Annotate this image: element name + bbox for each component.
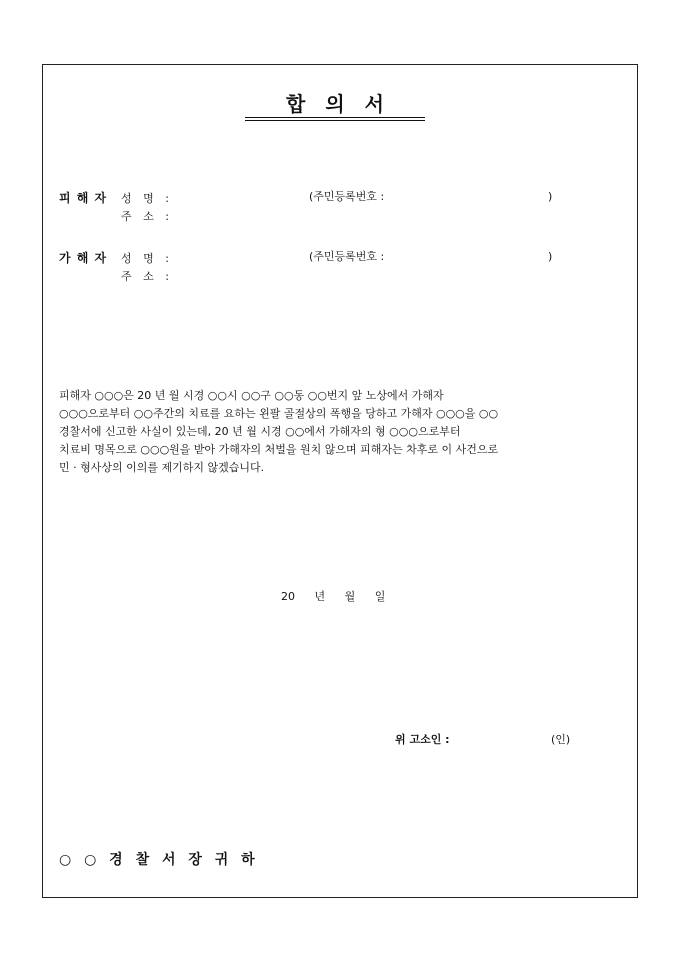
date-line: 20 년 월 일 (281, 590, 386, 603)
offender-role-label: 가 해 자 (59, 251, 107, 265)
agreement-body (59, 387, 625, 477)
title-underline-bottom (245, 120, 425, 121)
body-line: 피해자 ○○○은 20 년 월 시경 ○○시 ○○구 ○○동 ○○번지 앞 노상에서 가해자 (59, 389, 444, 402)
victim-id-label: (주민등록번호 : (309, 190, 385, 203)
victim-address-label: 주 소 : (121, 210, 169, 223)
body-line: 민 · 형사상의 이의를 제기하지 않겠습니다. (59, 461, 265, 474)
addressee: ○ ○ 경 찰 서 장 귀 하 (59, 852, 259, 868)
victim-role-label: 피 해 자 (59, 191, 107, 205)
victim-name-label: 성 명 : (121, 192, 169, 205)
document-title: 합 의 서 (286, 92, 384, 116)
offender-address-label: 주 소 : (121, 270, 169, 283)
offender-id-label: (주민등록번호 : (309, 250, 385, 263)
body-line: 치료비 명목으로 ○○○원을 받아 가해자의 처벌을 원치 않으며 피해자는 차후로 이 사건으로 (59, 443, 499, 456)
offender-id-close: ) (548, 250, 553, 263)
body-line: ○○○으로부터 ○○주간의 치료를 요하는 왼팔 골절상의 폭행을 당하고 가해자 ○○○을 ○○ (59, 407, 499, 420)
title-underline-top (245, 117, 425, 118)
victim-id-close: ) (548, 190, 553, 203)
offender-name-label: 성 명 : (121, 252, 169, 265)
body-line: 경찰서에 신고한 사실이 있는데, 20 년 월 시경 ○○에서 가해자의 형 ○○○으로부터 (59, 425, 461, 438)
signer-label: 위 고소인 : (395, 733, 450, 746)
seal-mark: (인) (551, 733, 571, 746)
